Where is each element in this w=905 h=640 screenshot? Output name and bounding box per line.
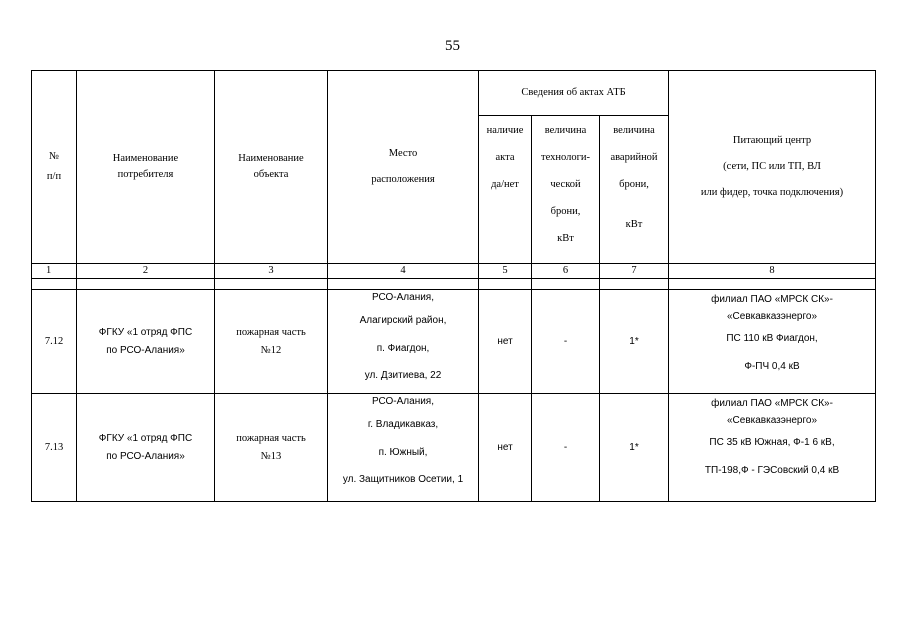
row-emergency-reserve: 1* (600, 290, 669, 394)
column-number: 3 (215, 264, 328, 279)
column-number: 6 (532, 264, 600, 279)
row-consumer: ФГКУ «1 отряд ФПС по РСО-Алания» (77, 290, 215, 394)
header-col-tech-reserve: величина технологи- ческой брони, кВт (532, 116, 600, 264)
row-object: пожарная часть №12 (215, 290, 328, 394)
header-col-act: наличие акта да/нет (479, 116, 532, 264)
row-location: РСО-Алания, Алагирский район, п. Фиагдон, ул. Дзитиева, 22 (328, 290, 479, 394)
row-act: нет (479, 290, 532, 394)
header-col-emergency-reserve: величина аварийной брони, кВт (600, 116, 669, 264)
row-number: 7.13 (32, 394, 77, 502)
header-col-location: Место расположения (328, 71, 479, 264)
column-number: 5 (479, 264, 532, 279)
row-object: пожарная часть №13 (215, 394, 328, 502)
row-consumer: ФГКУ «1 отряд ФПС по РСО-Алания» (77, 394, 215, 502)
row-power-center: филиал ПАО «МРСК СК»- «Севкавказэнерго» ПС 35 кВ Южная, Ф-1 6 кВ, ТП-198,Ф - ГЭСовский 0,4 кВ (669, 394, 876, 502)
row-location: РСО-Алания, г. Владикавказ, п. Южный, ул. Защитников Осетии, 1 (328, 394, 479, 502)
row-emergency-reserve: 1* (600, 394, 669, 502)
row-number: 7.12 (32, 290, 77, 394)
header-col-power-center: Питающий центр (сети, ПС или ТП, ВЛ или фидер, точка подключения) (669, 71, 876, 264)
table-row (32, 394, 876, 502)
column-number: 4 (328, 264, 479, 279)
row-tech-reserve: - (532, 394, 600, 502)
row-power-center: филиал ПАО «МРСК СК»- «Севкавказэнерго» ПС 110 кВ Фиагдон, Ф-ПЧ 0,4 кВ (669, 290, 876, 394)
row-act: нет (479, 394, 532, 502)
column-number: 2 (77, 264, 215, 279)
column-number: 7 (600, 264, 669, 279)
row-tech-reserve: - (532, 290, 600, 394)
header-col-number: № п/п (32, 71, 77, 264)
header-col-consumer: Наименование потребителя (77, 71, 215, 264)
column-number: 8 (669, 264, 876, 279)
header-group-atb: Сведения об актах АТБ (479, 71, 669, 116)
consumer-table (31, 70, 876, 502)
column-number-row (32, 264, 876, 279)
column-number: 1 (32, 264, 77, 279)
table-row (32, 290, 876, 394)
page-number: 55 (445, 38, 460, 54)
header-col-object: Наименование объекта (215, 71, 328, 264)
